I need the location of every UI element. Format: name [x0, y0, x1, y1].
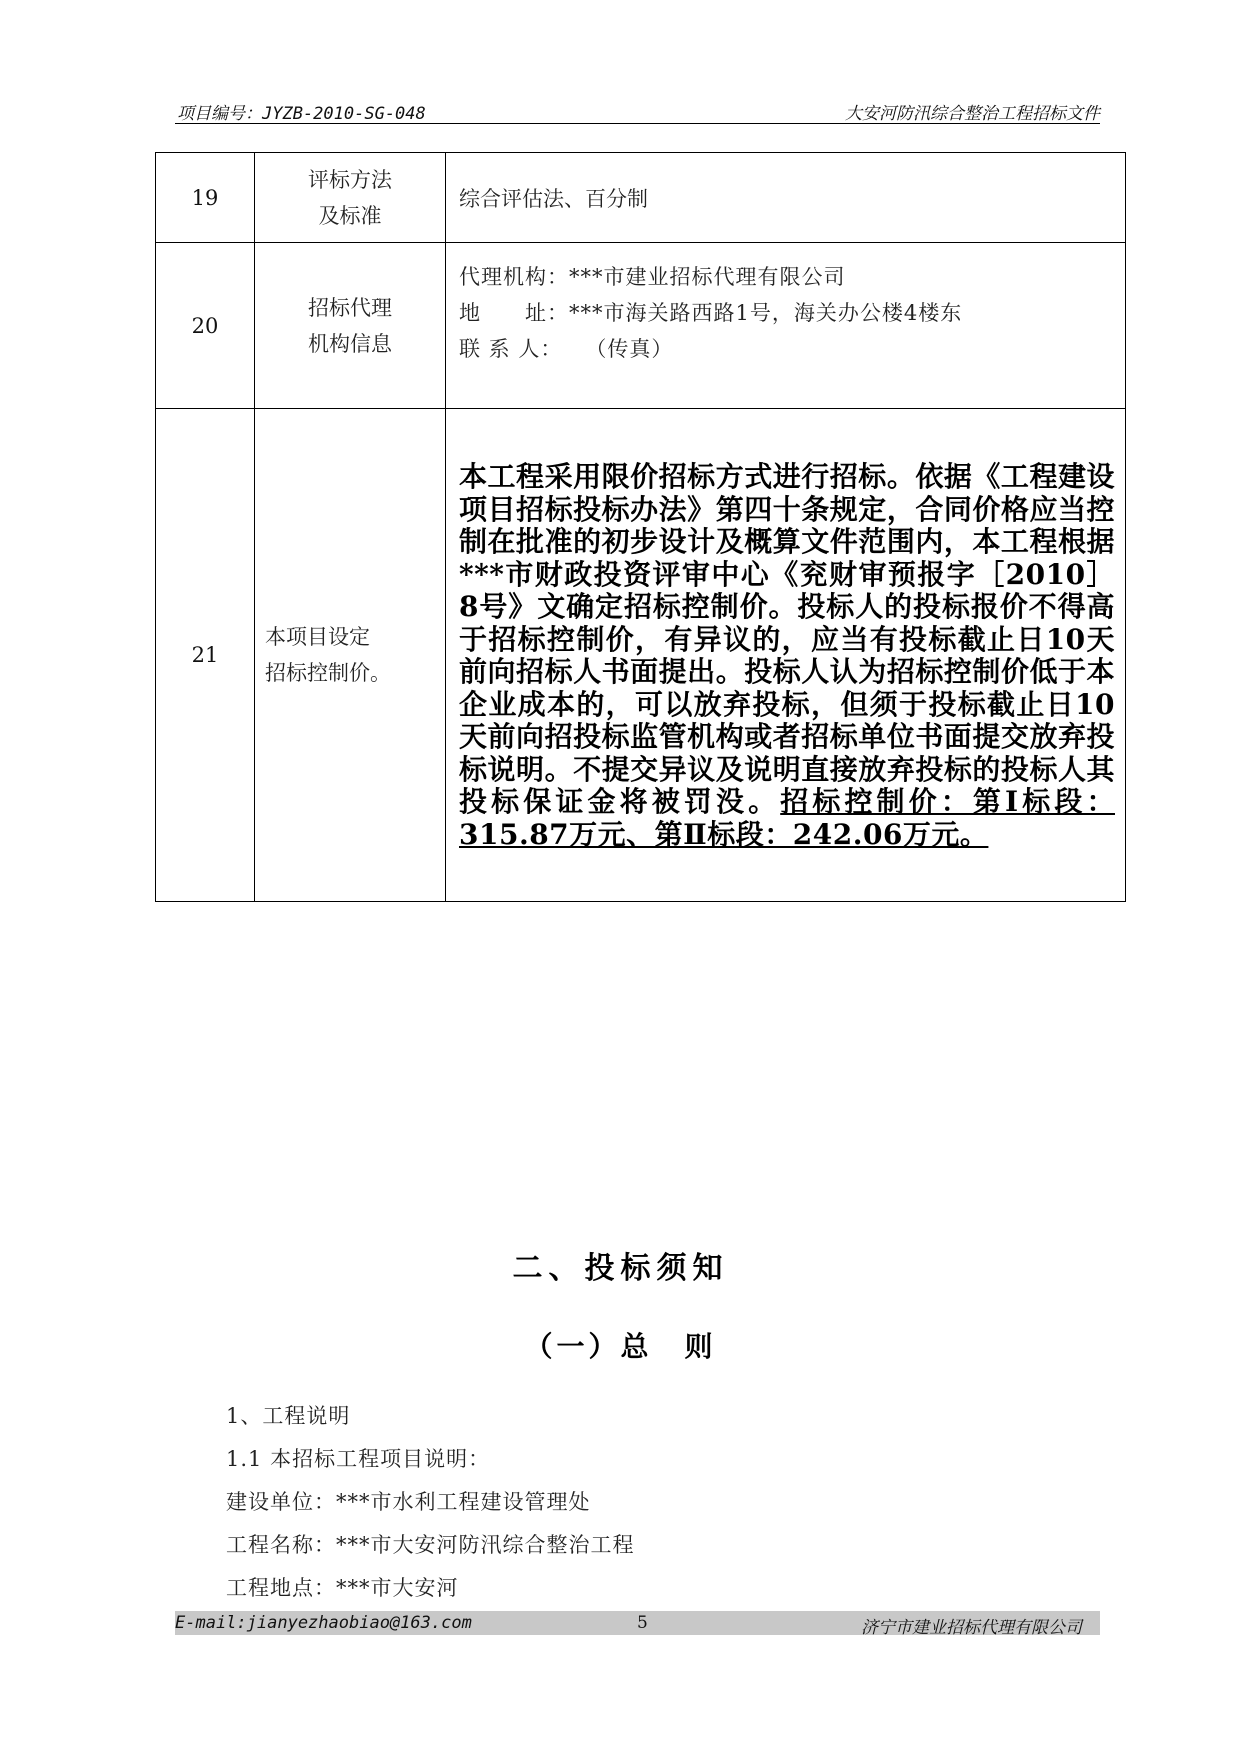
control-price-text: 本工程采用限价招标方式进行招标。依据《工程建设项目招标投标办法》第四十条规定，合同价格应当控制在批准的初步设计及概算文件范围内，本工程根据***市财政投资评审中心《兖财审预报字［2010］8号》文确定招标控制价。投标人的投标报价不得高于招标控制价，有异议的，应当有投标截止日10天前向招标人书面提出。投标人认为招标控制价低于本企业成本的，可以放弃投标，但须于投标截止日10天前向招投标监管机构或者招标单位书面提交放弃投标说明。不提交异议及说明直接放弃投标的投标人其投标保证金将被罚没。: [459, 460, 1115, 818]
paragraph: 建设单位：***市水利工程建设管理处: [226, 1490, 591, 1514]
row-item: [255, 243, 446, 409]
item-line: 招标控制价。: [265, 661, 391, 685]
section-title: 二、投标须知: [512, 1251, 729, 1286]
table-row: [156, 409, 1126, 902]
item-line: 本项目设定: [265, 625, 370, 649]
item-line: 招标代理: [308, 295, 392, 320]
document-title: 大安河防汛综合整治工程招标文件: [845, 104, 1100, 124]
page-footer: [175, 1611, 1100, 1638]
footer-company: 济宁市建业招标代理有限公司: [861, 1618, 1082, 1638]
row-content: [446, 243, 1126, 409]
table-row: [156, 153, 1126, 243]
paragraph: 工程地点：***市大安河: [226, 1576, 459, 1600]
item-line: 及标准: [318, 203, 382, 228]
agency-name: 代理机构：***市建业招标代理有限公司: [459, 265, 846, 289]
table-row: [156, 243, 1126, 409]
paragraph: 工程名称：***市大安河防汛综合整治工程: [226, 1533, 635, 1557]
item-line: 评标方法: [308, 167, 392, 192]
page-number: 5: [637, 1613, 648, 1633]
item-line: 机构信息: [308, 331, 392, 356]
paragraph: 1.1 本招标工程项目说明：: [226, 1447, 491, 1471]
bid-info-table: [155, 152, 1126, 902]
row-number: 19: [156, 153, 255, 243]
row-content: [446, 409, 1126, 902]
row-number: 21: [156, 409, 255, 902]
footer-email: E-mail:jianyezhaobiao@163.com: [175, 1613, 472, 1633]
agency-address: 地 址：***市海关路西路1号，海关办公楼4楼东: [459, 301, 963, 325]
paragraph: 1、工程说明: [226, 1404, 351, 1428]
row-item: [255, 153, 446, 243]
agency-contact: 联 系 人： （传真）: [459, 337, 674, 361]
row-number: 20: [156, 243, 255, 409]
control-price-amount: 招标控制价：第Ⅰ标段：315.87万元、第Ⅱ标段：242.06万元。: [459, 785, 1115, 851]
row-item: [255, 409, 446, 902]
page-header: [175, 97, 1100, 124]
row-content: 综合评估法、百分制: [446, 153, 1126, 243]
section-subtitle: （一）总 则: [524, 1330, 717, 1363]
project-number: 项目编号：JYZB-2010-SG-048: [177, 104, 426, 124]
